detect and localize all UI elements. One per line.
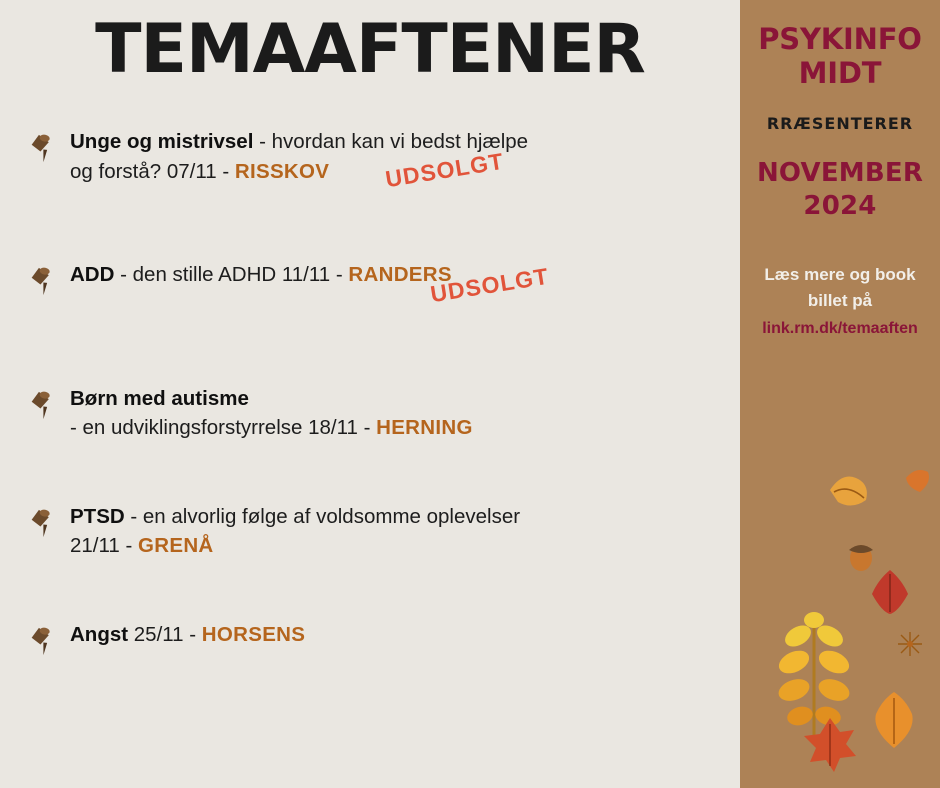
pushpin-icon bbox=[26, 129, 60, 163]
pushpin-icon bbox=[26, 262, 60, 296]
leaf-icon bbox=[904, 466, 934, 501]
presents-label: RRÆSENTERER bbox=[766, 114, 914, 134]
event-title: Unge og mistrivsel bbox=[70, 130, 254, 154]
event-text bbox=[70, 620, 690, 649]
event-list bbox=[0, 85, 740, 674]
sidebar bbox=[740, 0, 940, 788]
event-title: Angst bbox=[70, 623, 129, 647]
event-city: RANDERS bbox=[348, 262, 452, 286]
pushpin-icon bbox=[26, 386, 60, 420]
leaf-icon bbox=[868, 690, 920, 755]
event-detail-2: 21/11 - bbox=[70, 533, 138, 557]
event-city: HERNING bbox=[376, 415, 473, 439]
leaf-icon bbox=[896, 630, 924, 663]
event-detail-2: og forstå? 07/11 - bbox=[70, 159, 235, 183]
event-title: PTSD bbox=[70, 504, 125, 528]
pushpin-icon bbox=[26, 622, 60, 656]
date-block bbox=[740, 157, 940, 222]
list-item[interactable] bbox=[0, 384, 740, 442]
booking-line-1: Læs mere og book bbox=[764, 265, 916, 285]
event-detail: - den stille ADHD 11/11 - bbox=[114, 262, 349, 286]
event-text bbox=[70, 502, 690, 560]
event-text bbox=[70, 384, 690, 442]
list-item[interactable] bbox=[0, 620, 740, 674]
event-detail-2: - en udviklingsforstyrrelse 18/11 - bbox=[70, 415, 377, 439]
leaf-icon bbox=[826, 470, 874, 517]
page-title: TEMAAFTENER bbox=[95, 10, 645, 89]
event-title: Børn med autisme bbox=[70, 386, 249, 410]
booking-link[interactable]: link.rm.dk/temaaften bbox=[762, 320, 918, 338]
booking-info bbox=[750, 262, 930, 341]
event-city: GRENÅ bbox=[138, 533, 214, 557]
list-item[interactable] bbox=[0, 260, 740, 314]
event-text bbox=[70, 127, 690, 185]
leaf-icon bbox=[868, 568, 912, 621]
year-label: 2024 bbox=[803, 190, 877, 221]
event-detail: - en alvorlig følge af voldsomme oplevelser bbox=[124, 504, 521, 528]
brand-line-2: MIDT bbox=[798, 56, 882, 91]
list-item[interactable] bbox=[0, 502, 740, 560]
event-text bbox=[70, 260, 690, 289]
brand-title bbox=[740, 22, 940, 90]
event-title: ADD bbox=[70, 262, 115, 286]
event-city: HORSENS bbox=[201, 623, 306, 647]
brand-line-1: PSYKINFO bbox=[758, 22, 922, 56]
leaf-icon bbox=[802, 716, 858, 779]
event-detail: 25/11 - bbox=[128, 623, 202, 647]
status-badge: UDSOLGT bbox=[428, 262, 551, 307]
booking-line-2: billet på bbox=[807, 290, 873, 310]
status-badge: UDSOLGT bbox=[383, 148, 506, 193]
list-item[interactable] bbox=[0, 127, 740, 193]
event-detail: - hvordan kan vi bedst hjælpe bbox=[253, 130, 529, 154]
event-city: RISSKOV bbox=[234, 159, 330, 183]
month-label: NOVEMBER bbox=[756, 158, 924, 189]
pushpin-icon bbox=[26, 504, 60, 538]
